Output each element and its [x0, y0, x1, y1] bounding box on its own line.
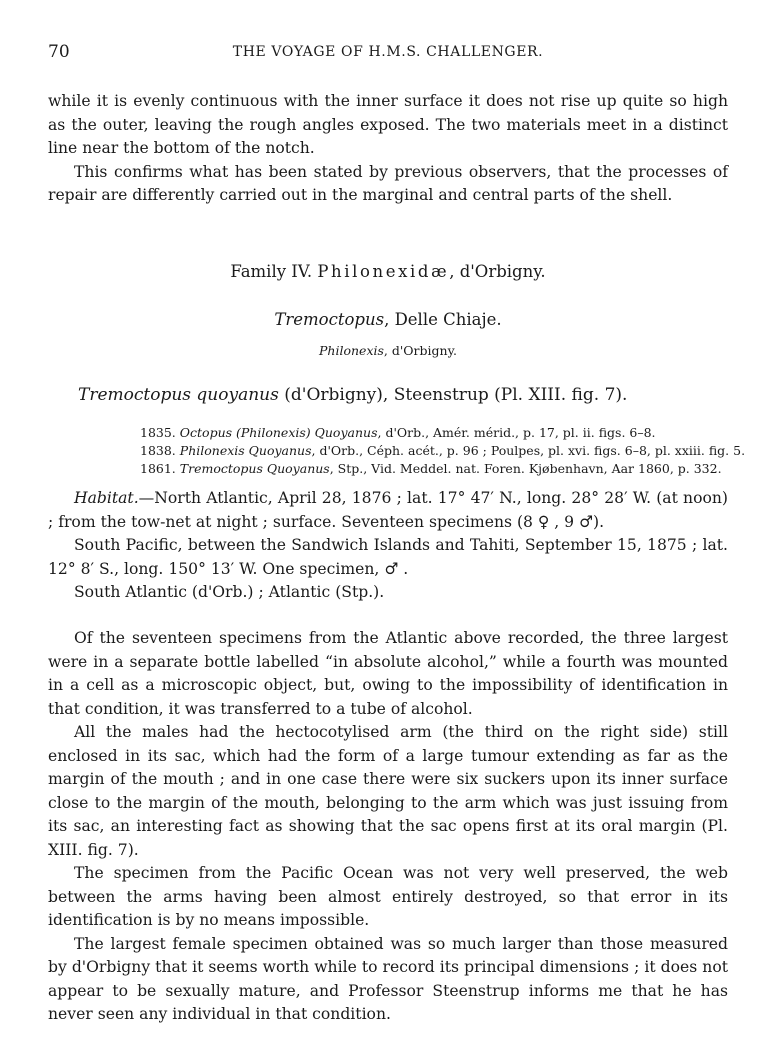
habitat-paragraph	[48, 487, 728, 534]
reference-title: Philonexis Quoyanus	[179, 443, 312, 458]
reference-title: Octopus (Philonexis) Quoyanus	[179, 425, 378, 440]
body-text	[48, 627, 728, 1027]
reference-entry	[140, 460, 740, 478]
paragraph: The specimen from the Pacific Ocean was not very well preserved, the web between the arms having been almost entirely destroyed, so that error in its identification is by no means impossible.	[48, 864, 728, 929]
family-name: Philonexidæ	[317, 262, 450, 281]
reference-details: , d'Orb., Céph. acét., p. 96 ; Poulpes, pl. xvi. figs. 6–8, pl. xxiii. fig. 5.	[311, 443, 746, 458]
reference-title: Tremoctopus Quoyanus	[179, 461, 330, 476]
habitat-label: Habitat.	[74, 489, 139, 507]
species-name: Tremoctopus quoyanus	[78, 385, 279, 405]
species-heading	[78, 385, 627, 405]
family-prefix: Family IV.	[230, 262, 313, 281]
paragraph: All the males had the hectocotylised arm (the third on the right side) still enclosed in its sac, which had the form of a large tumour extending as far as the margin of the mouth ; and in one case there were six suckers upon its inner surface close to the margin of the mouth, belonging to the arm which was just issuing from its sac, an interesting fact as showing that the sac opens first at its oral margin (Pl. XIII. fig. 7).	[48, 723, 728, 859]
page-header	[48, 42, 728, 66]
habitat-section	[48, 487, 728, 605]
running-title: THE VOYAGE OF H.M.S. CHALLENGER.	[232, 44, 544, 60]
family-authority: , d'Orbigny.	[449, 262, 546, 281]
paragraph: This confirms what has been stated by previous observers, that the processes of repair are differently carried out in the marginal and central parts of the shell.	[48, 162, 728, 204]
paragraph: The largest female specimen obtained was so much larger than those measured by d'Orbigny that it seems worth while to record its principal dimensions ; it does not appear to be sexually mature, and Professor Steenstrup informs me that he has never seen any individual in that condition.	[48, 934, 728, 1023]
reference-year: 1835.	[140, 425, 176, 440]
paragraph: Of the seventeen specimens from the Atlantic above recorded, the three largest were in a separate bottle labelled “in absolute alcohol,” while a fourth was mounted in a cell as a microscopic object, but, owing to the impossibility of identification in that condition, it was transferred to a tube of alcohol.	[48, 629, 728, 718]
family-heading	[48, 262, 728, 281]
genus-name: Tremoctopus	[274, 310, 385, 329]
habitat-paragraph: South Pacific, between the Sandwich Islands and Tahiti, September 15, 1875 ; lat. 12° 8′ S., long. 150° 13′ W. One specimen, ♂ .	[48, 536, 728, 578]
reference-entry	[140, 424, 740, 442]
reference-list	[140, 424, 746, 478]
paragraph: while it is evenly continuous with the inner surface it does not rise up quite so high as the outer, leaving the rough angles exposed. The two materials meet in a distinct line near the bottom of the notch.	[48, 92, 728, 157]
habitat-paragraph: South Atlantic (d'Orb.) ; Atlantic (Stp.).	[74, 583, 385, 601]
species-authority: (d'Orbigny), Steenstrup (Pl. XIII. fig. 7).	[278, 385, 628, 405]
synonym-authority: , d'Orbigny.	[383, 343, 457, 358]
reference-entry	[140, 442, 746, 460]
intro-text	[48, 90, 728, 208]
genus-heading	[48, 310, 728, 329]
reference-details: , Stp., Vid. Meddel. nat. Foren. Kjøbenhavn, Aar 1860, p. 332.	[329, 461, 722, 476]
synonym-name: Philonexis	[319, 343, 384, 358]
synonym-heading	[48, 343, 728, 358]
page-number: 70	[48, 42, 70, 62]
reference-year: 1861.	[140, 461, 176, 476]
habitat-text: —North Atlantic, April 28, 1876 ; lat. 17° 47′ N., long. 28° 28′ W. (at noon) ; from the tow-net at night ; surface. Seventeen specimens (8 ♀ , 9 ♂).	[48, 489, 728, 531]
genus-authority: , Delle Chiaje.	[384, 310, 502, 329]
reference-year: 1838.	[140, 443, 176, 458]
reference-details: , d'Orb., Amér. mérid., p. 17, pl. ii. figs. 6–8.	[377, 425, 656, 440]
